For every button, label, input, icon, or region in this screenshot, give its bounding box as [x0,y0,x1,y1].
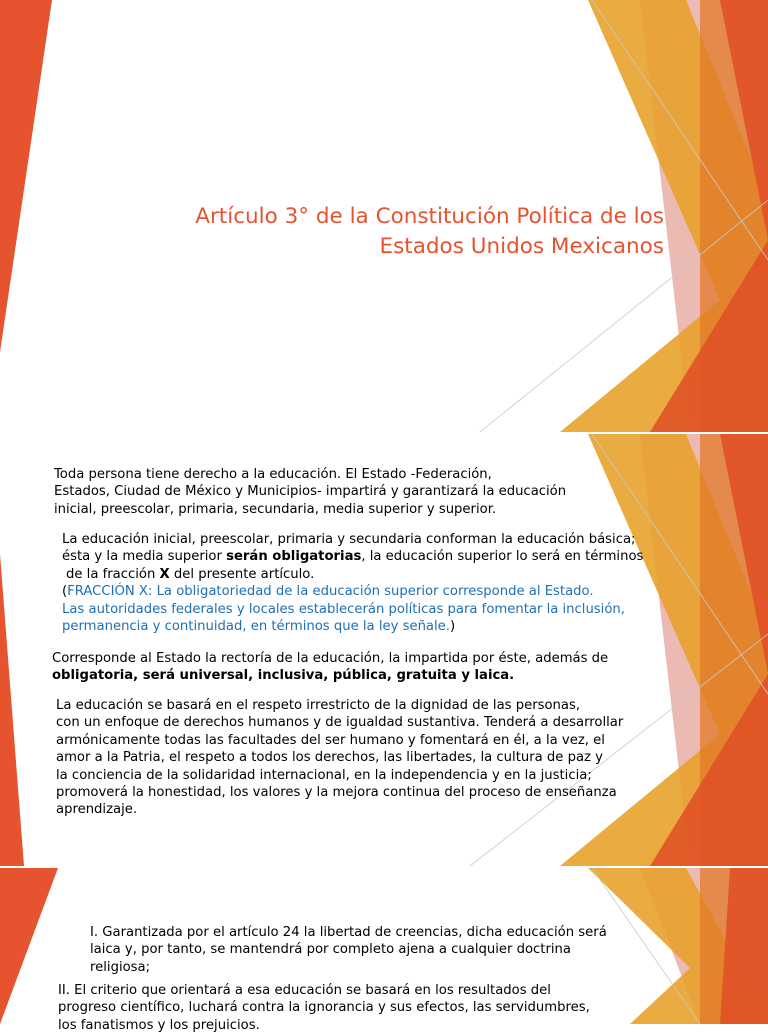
bold-caracteristicas: obligatoria, será universal, inclusiva, pública, gratuita y laica. [52,668,515,684]
fraccion-x-text: Las autoridades federales y locales establecerán políticas para fomentar la inclusión, [62,601,625,617]
fraccion-ii [58,982,590,1034]
text-line: Toda persona tiene derecho a la educación. El Estado -Federación, [54,467,492,482]
left-red-triangle [0,868,58,1024]
paragraph-respeto-dignidad [56,697,623,819]
bold-obligatorias: serán obligatorias [226,549,362,565]
text-line: armónicamente todas las facultades del ser humano y fomentará en él, a la vez, el [56,732,605,748]
text-line: amor a la Patria, el respeto a todos los derechos, las libertades, la cultura de paz y [56,750,603,766]
fraccion-x-text: FRACCIÓN X: La obligatoriedad de la educación superior corresponde al Estado. [67,584,594,600]
text-span: , la educación superior lo será en términos [361,549,644,565]
paragraph-educacion-basica [62,531,643,635]
text-line: II. El criterio que orientará a esa educación se basará en los resultados del [58,983,551,998]
text-line [62,548,643,565]
text-line: religiosa; [90,959,151,975]
text-line: Corresponde al Estado la rectoría de la educación, la impartida por éste, además de [52,651,609,666]
title-line-2: Estados Unidos Mexicanos [379,234,664,259]
text-line: promoverá la honestidad, los valores y la mejora continua del proceso de enseñanza [56,785,617,801]
left-red-triangle [0,0,52,352]
text-line: inicial, preescolar, primaria, secundaria, media superior y superior. [54,501,497,517]
slide-content-1 [0,434,768,866]
text-line: aprendizaje. [56,802,138,818]
page-title [64,202,664,262]
text-span: ( [62,584,68,600]
slide-title [0,0,768,432]
text-span: de la fracción [66,566,160,582]
title-line-1: Artículo 3° de la Constitución Política de los [195,204,664,229]
text-line [62,583,643,600]
text-line: Estados, Ciudad de México y Municipios- impartirá y garantizará la educación [54,484,567,500]
text-span: ) [450,619,456,635]
text-line: progreso científico, luchará contra la ignorancia y sus efectos, las servidumbres, [58,1000,590,1016]
text-span: ésta y la media superior [62,549,227,565]
paragraph-derecho-educacion [54,466,566,518]
text-line [62,618,643,635]
text-line [52,667,608,684]
text-line: La educación inicial, preescolar, primaria y secundaria conforman la educación básica; [62,532,636,547]
text-line: con un enfoque de derechos humanos y de igualdad sustantiva. Tenderá a desarrollar [56,715,624,731]
bold-fraccion-x: X [159,566,170,582]
text-line: laica y, por tanto, se mantendrá por completo ajena a cualquier doctrina [90,942,571,958]
text-span: del presente artículo. [169,566,315,582]
text-line: La educación se basará en el respeto irrestricto de la dignidad de las personas, [56,698,581,713]
text-line [62,566,643,583]
paragraph-rectoria [52,650,608,685]
text-line: la conciencia de la solidaridad internacional, en la independencia y en la justicia; [56,767,592,783]
fraccion-x-text: permanencia y continuidad, en términos que la ley señale. [62,619,450,635]
text-line: I. Garantizada por el artículo 24 la libertad de creencias, dicha educación será [90,925,607,940]
fraccion-i [90,924,607,976]
text-line: los fanatismos y los prejuicios. [58,1017,260,1033]
slide-content-2 [0,868,768,1033]
